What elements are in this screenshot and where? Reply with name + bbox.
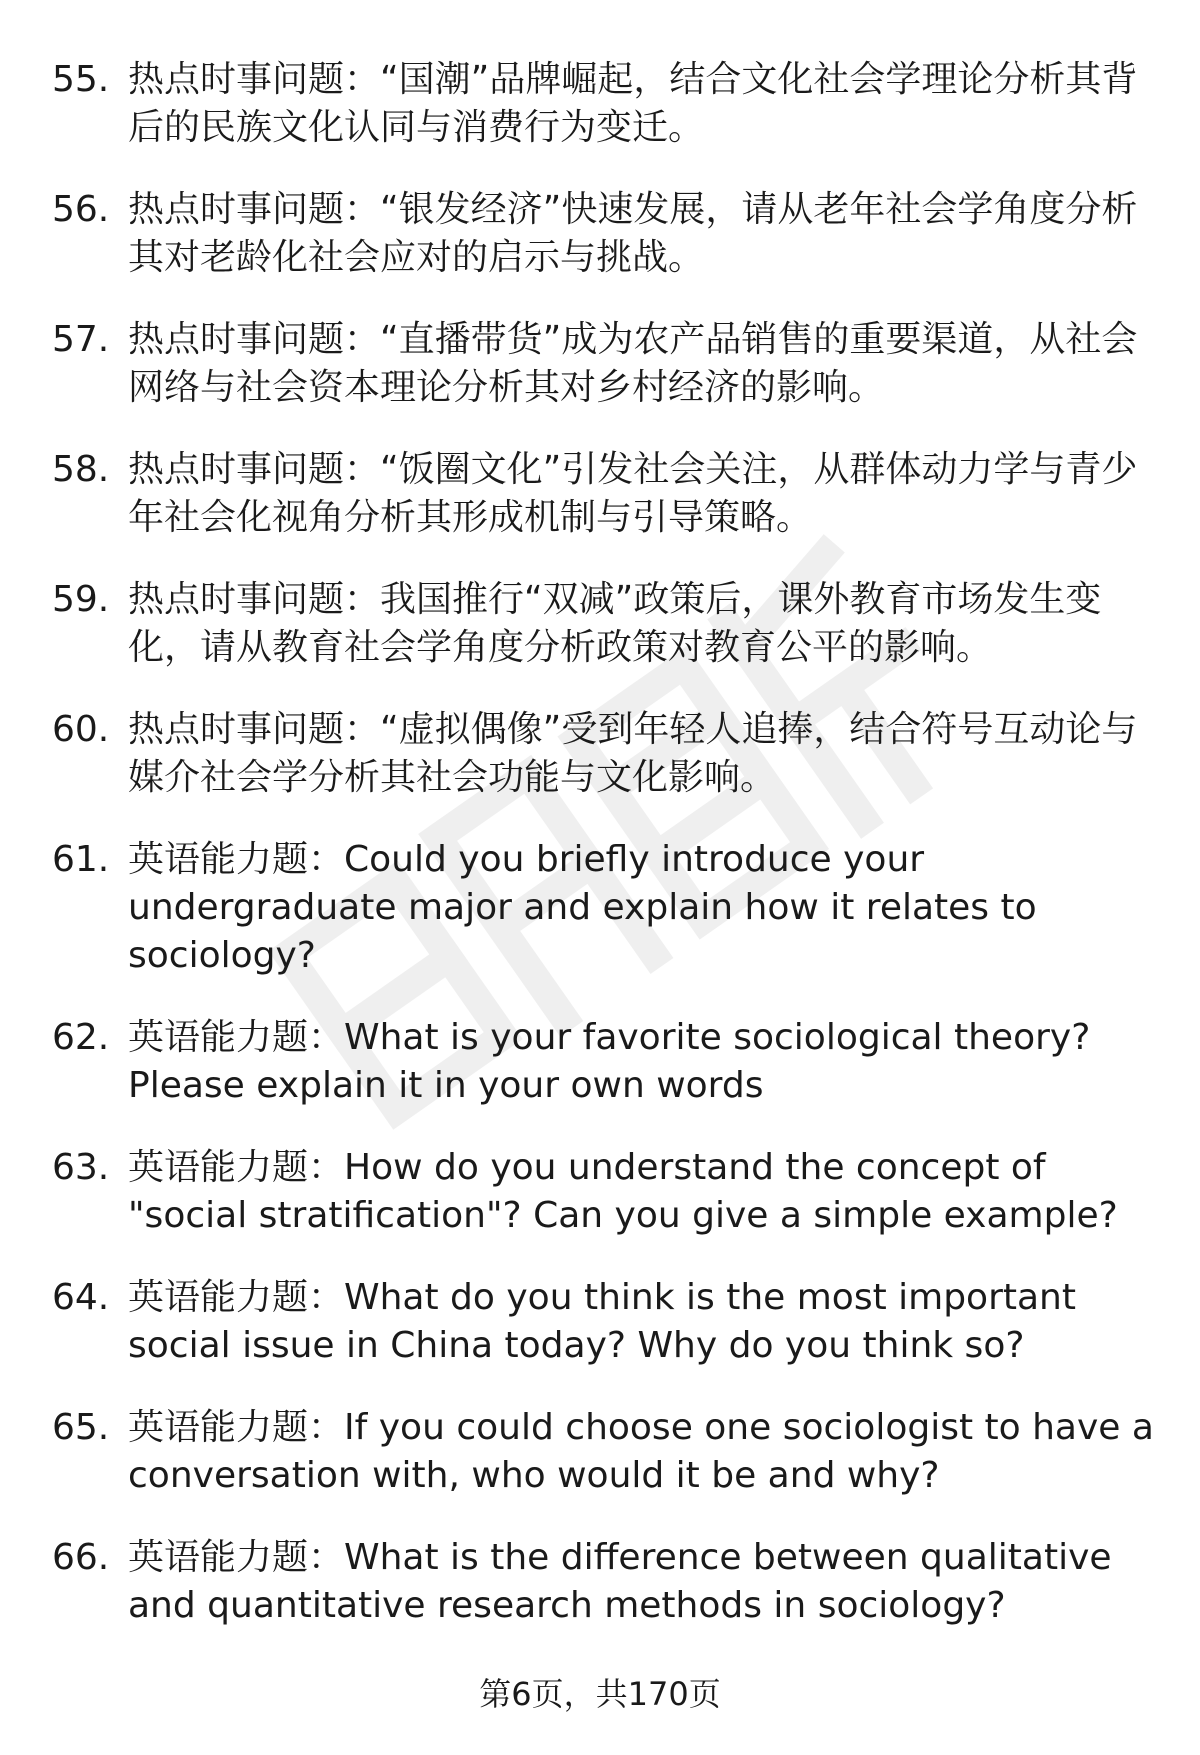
question-category: 英语能力题： [128,1407,345,1448]
question-body [128,186,1162,282]
question-category: 热点时事问题： [128,579,381,620]
question-item [52,576,1162,672]
question-text: Could you briefly introduce your undergraduate major and explain how it relates to sociology? [128,839,1037,976]
question-item [52,1274,1162,1370]
question-text: If you could choose one sociologist to have a conversation with, who would it be and why? [128,1407,1154,1496]
question-number: 64. [52,1277,110,1318]
question-body [128,56,1162,152]
question-category: 英语能力题： [128,1147,345,1188]
question-category: 热点时事问题： [128,319,381,360]
question-category: 热点时事问题： [128,709,381,750]
question-text: 我国推行“双减”政策后，课外教育市场发生变化，请从教育社会学角度分析政策对教育公平的影响。 [128,579,1102,668]
question-text: “虚拟偶像”受到年轻人追捧，结合符号互动论与媒介社会学分析其社会功能与文化影响。 [128,709,1138,798]
question-text: “银发经济”快速发展，请从老年社会学角度分析其对老龄化社会应对的启示与挑战。 [128,189,1138,278]
question-number: 56. [52,189,110,230]
question-item [52,1144,1162,1240]
question-number: 57. [52,319,110,360]
question-number: 65. [52,1407,110,1448]
question-body [128,706,1162,802]
question-text: “直播带货”成为农产品销售的重要渠道，从社会网络与社会资本理论分析其对乡村经济的影响。 [128,319,1138,408]
question-category: 英语能力题： [128,1537,345,1578]
question-body [128,1014,1162,1110]
question-number: 55. [52,59,110,100]
question-text: What is your favorite sociological theory? Please explain it in your own words [128,1017,1091,1106]
question-category: 热点时事问题： [128,59,381,100]
question-body [128,446,1162,542]
question-item [52,836,1162,980]
question-item [52,706,1162,802]
question-item [52,1404,1162,1500]
question-number: 58. [52,449,110,490]
question-text: What do you think is the most important social issue in China today? Why do you think so? [128,1277,1076,1366]
question-list [52,56,1162,1664]
question-item [52,446,1162,542]
question-number: 61. [52,839,110,880]
question-item [52,316,1162,412]
question-item [52,186,1162,282]
question-item [52,1014,1162,1110]
question-body [128,1404,1162,1500]
question-body [128,316,1162,412]
question-text: “国潮”品牌崛起，结合文化社会学理论分析其背后的民族文化认同与消费行为变迁。 [128,59,1138,148]
question-body [128,1274,1162,1370]
question-number: 60. [52,709,110,750]
question-number: 63. [52,1147,110,1188]
question-body [128,1534,1162,1630]
question-text: How do you understand the concept of "social stratification"? Can you give a simple example? [128,1147,1118,1236]
question-body [128,836,1162,980]
question-text: “饭圈文化”引发社会关注，从群体动力学与青少年社会化视角分析其形成机制与引导策略。 [128,449,1138,538]
page-footer: 第6页，共170页 [479,1675,721,1713]
question-item [52,56,1162,152]
question-category: 英语能力题： [128,1277,345,1318]
question-category: 英语能力题： [128,1017,345,1058]
question-item [52,1534,1162,1630]
question-body [128,1144,1162,1240]
question-number: 59. [52,579,110,620]
question-number: 66. [52,1537,110,1578]
question-category: 英语能力题： [128,839,345,880]
question-body [128,576,1162,672]
question-category: 热点时事问题： [128,189,381,230]
question-category: 热点时事问题： [128,449,381,490]
question-text: What is the difference between qualitative and quantitative research methods in sociology? [128,1537,1112,1626]
question-number: 62. [52,1017,110,1058]
